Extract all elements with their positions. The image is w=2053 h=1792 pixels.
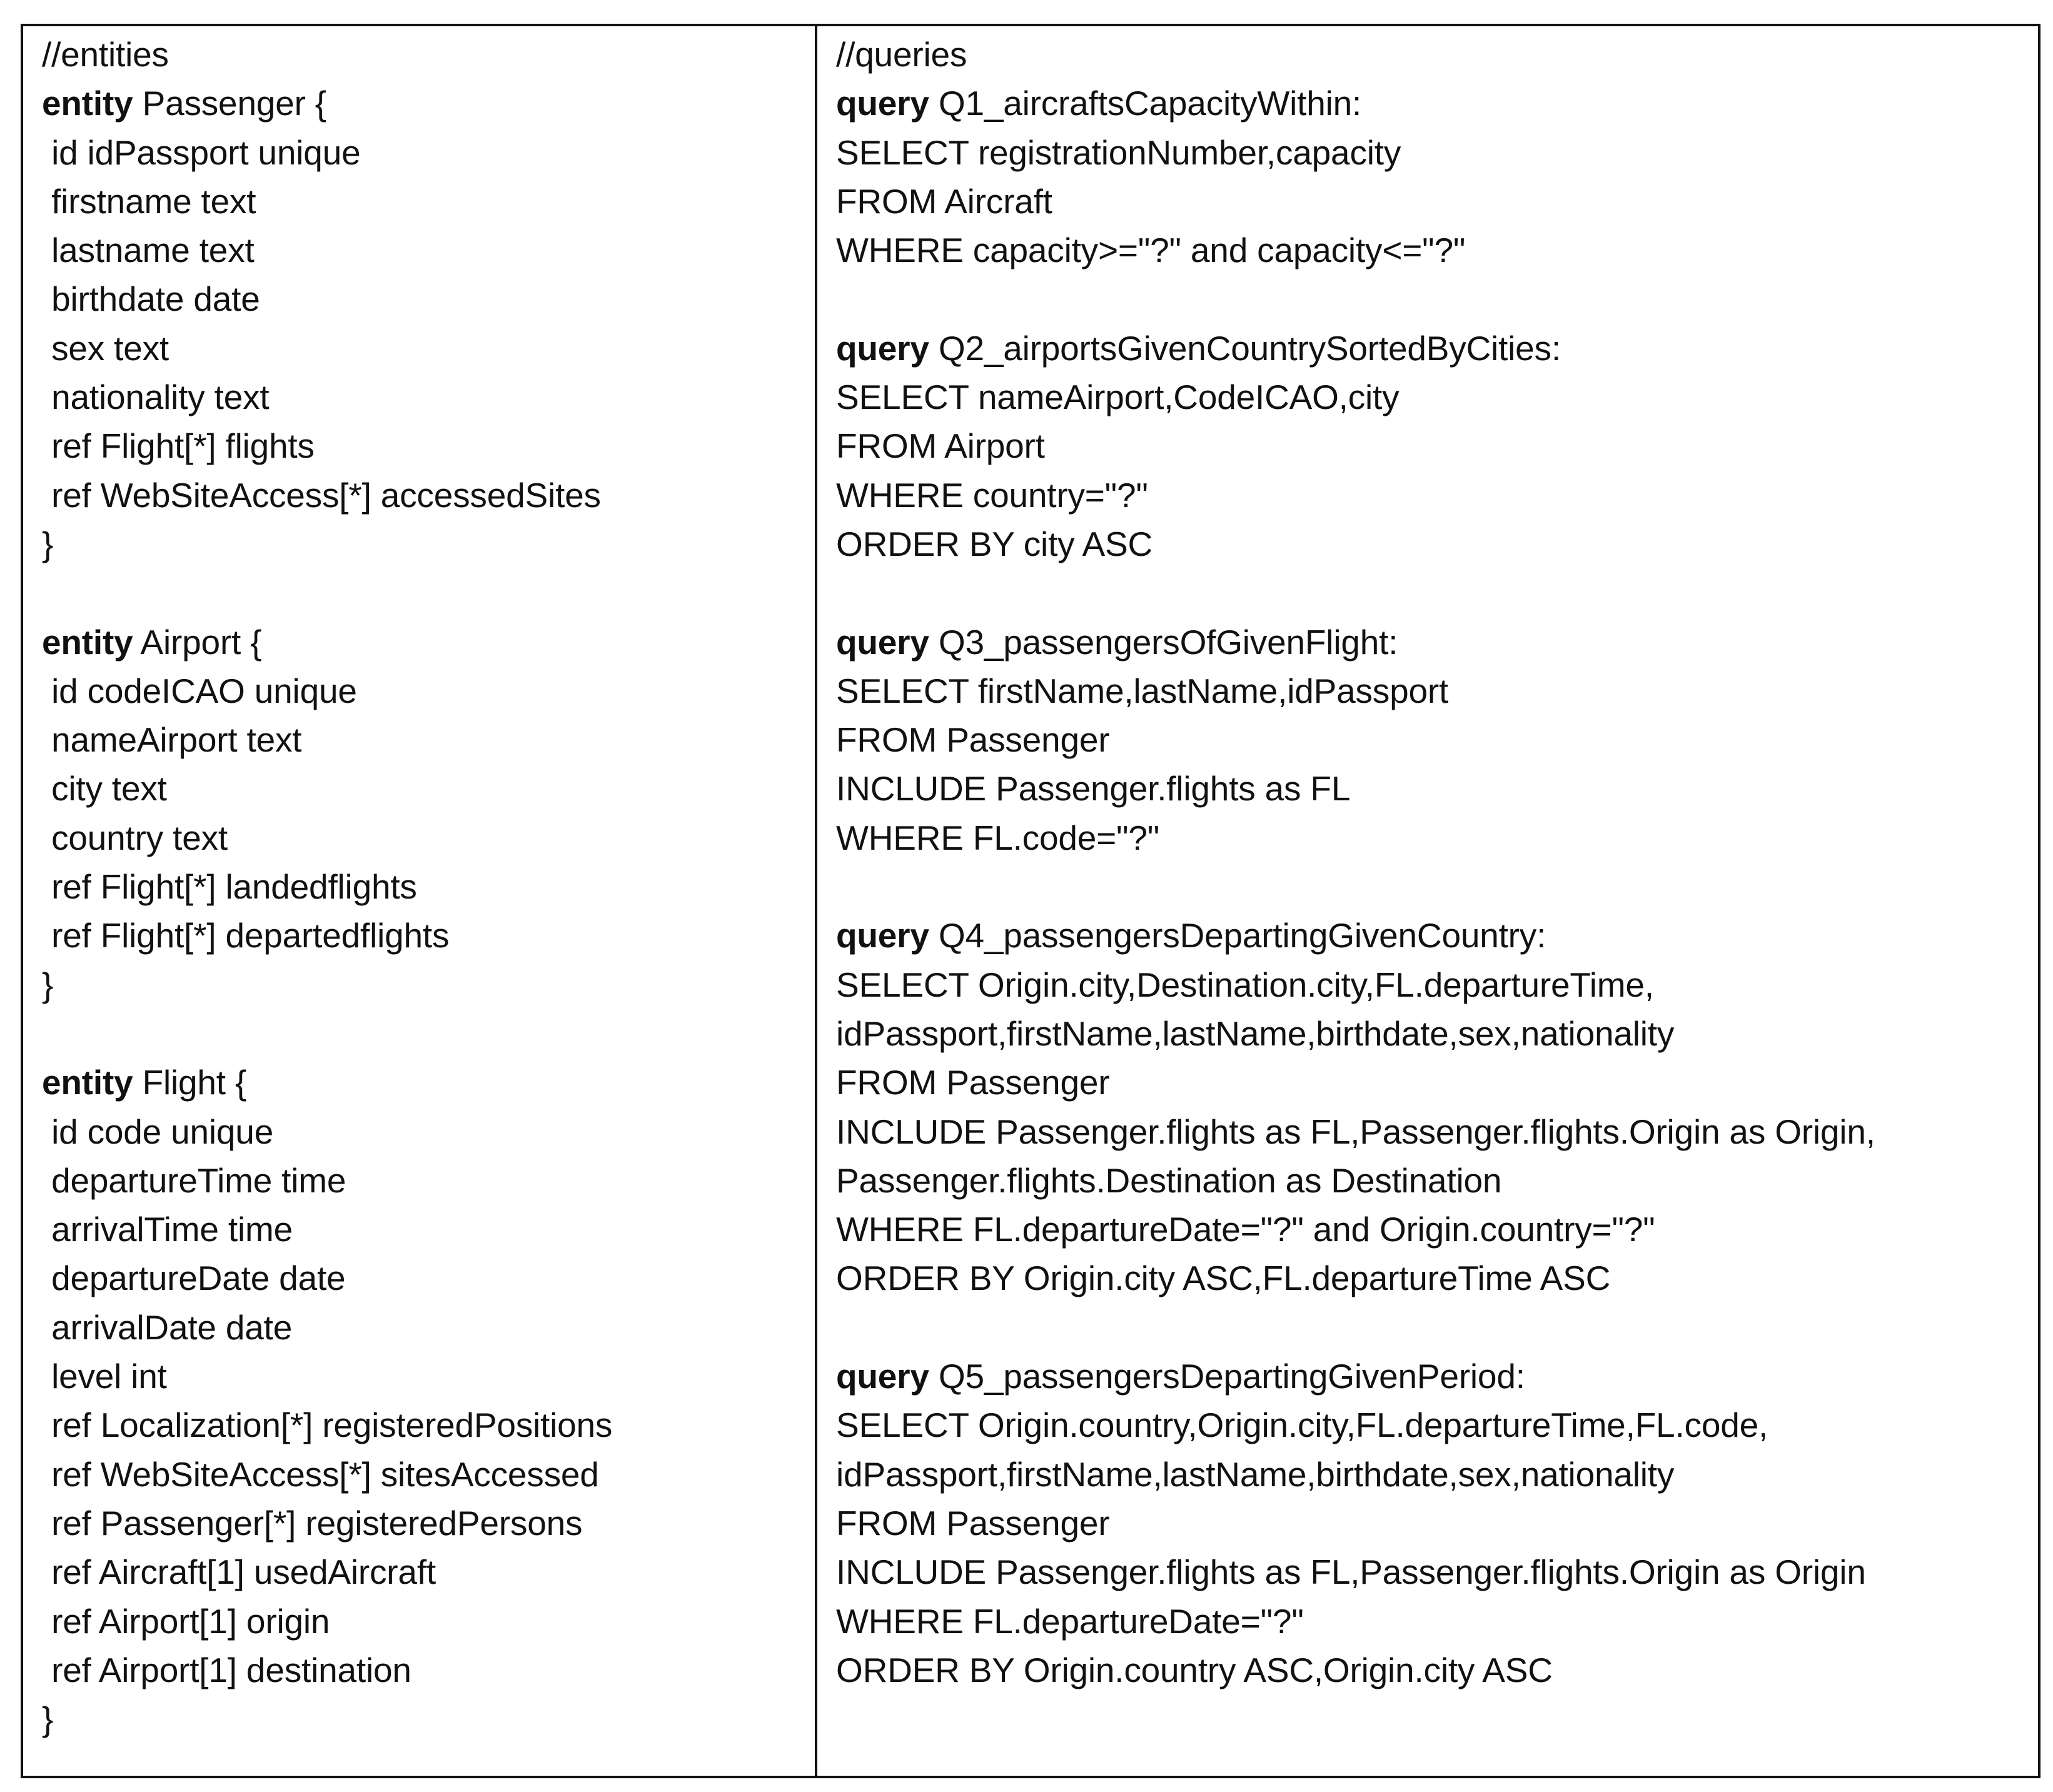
blank-line <box>836 274 2038 323</box>
entities-comment: //entities <box>42 35 169 74</box>
entity-field: departureDate date <box>42 1259 346 1298</box>
query-keyword: query <box>836 328 929 368</box>
query-header <box>836 324 2038 373</box>
query-line: ORDER BY Origin.city ASC,FL.departureTime ASC <box>836 1259 1611 1298</box>
query-keyword: query <box>836 84 929 123</box>
entity-close-brace: } <box>42 1699 54 1739</box>
query-line: idPassport,firstName,lastName,birthdate,sex,nationality <box>836 1014 1675 1053</box>
query-header <box>836 618 2038 667</box>
entity-field: ref Aircraft[1] usedAircraft <box>42 1553 436 1592</box>
entity-field: country text <box>42 818 228 857</box>
blank-line <box>836 568 2038 617</box>
query-block-q3 <box>836 618 2038 862</box>
query-line: SELECT Origin.city,Destination.city,FL.departureTime, <box>836 965 1654 1004</box>
entity-field: level int <box>42 1357 167 1396</box>
query-line: FROM Passenger <box>836 720 1110 760</box>
queries-column <box>817 26 2038 1776</box>
entity-block-airport <box>42 618 815 1009</box>
blank-line <box>42 1009 815 1058</box>
entity-header <box>42 618 815 667</box>
entity-field: firstname text <box>42 181 256 221</box>
entities-column <box>23 26 817 1776</box>
entity-close-brace: } <box>42 524 54 563</box>
entity-field: ref Airport[1] destination <box>42 1650 411 1689</box>
query-header <box>836 1352 2038 1401</box>
query-line: WHERE FL.code="?" <box>836 818 1160 857</box>
query-block-q5 <box>836 1352 2038 1694</box>
entity-field: arrivalTime time <box>42 1210 293 1249</box>
entity-field: ref Localization[*] registeredPositions <box>42 1406 613 1445</box>
entity-field: ref Airport[1] origin <box>42 1601 330 1641</box>
entity-block-passenger <box>42 79 815 568</box>
query-line: Passenger.flights.Destination as Destination <box>836 1160 1502 1200</box>
query-keyword: query <box>836 916 929 955</box>
query-line: INCLUDE Passenger.flights as FL <box>836 769 1351 808</box>
query-line: SELECT firstName,lastName,idPassport <box>836 671 1449 710</box>
query-line: FROM Passenger <box>836 1503 1110 1543</box>
entity-name: Airport { <box>133 622 262 662</box>
query-line: WHERE capacity>="?" and capacity<="?" <box>836 231 1466 270</box>
query-name: Q3_passengersOfGivenFlight: <box>929 622 1398 662</box>
entity-field: birthdate date <box>42 279 260 319</box>
entity-field: ref WebSiteAccess[*] accessedSites <box>42 475 601 515</box>
entity-field: departureTime time <box>42 1160 346 1200</box>
entity-field: nationality text <box>42 378 270 417</box>
query-line: WHERE country="?" <box>836 475 1148 515</box>
entity-field: arrivalDate date <box>42 1307 293 1347</box>
query-keyword: query <box>836 622 929 662</box>
entity-header <box>42 79 815 128</box>
query-block-q4 <box>836 911 2038 1302</box>
entity-block-flight <box>42 1058 815 1743</box>
blank-line <box>42 568 815 617</box>
query-line: ORDER BY city ASC <box>836 524 1153 563</box>
query-line: SELECT nameAirport,CodeICAO,city <box>836 378 1400 417</box>
entity-keyword: entity <box>42 622 133 662</box>
blank-line <box>836 1303 2038 1352</box>
query-line: INCLUDE Passenger.flights as FL,Passenger.flights.Origin as Origin, <box>836 1112 1875 1151</box>
query-line: FROM Airport <box>836 426 1045 466</box>
entity-field: lastname text <box>42 231 255 270</box>
query-line: WHERE FL.departureDate="?" and Origin.country="?" <box>836 1210 1655 1249</box>
entity-field: nameAirport text <box>42 720 302 760</box>
entity-field: city text <box>42 769 167 808</box>
query-line: SELECT Origin.country,Origin.city,FL.departureTime,FL.code, <box>836 1406 1768 1445</box>
query-header <box>836 79 2038 128</box>
entity-close-brace: } <box>42 965 54 1004</box>
query-name: Q1_aircraftsCapacityWithin: <box>929 84 1362 123</box>
entity-header <box>42 1058 815 1107</box>
blank-line <box>836 862 2038 911</box>
entity-field: id idPassport unique <box>42 133 361 172</box>
entity-field: id code unique <box>42 1112 274 1151</box>
query-line: FROM Passenger <box>836 1063 1110 1102</box>
entity-keyword: entity <box>42 1063 133 1102</box>
entity-field: ref Flight[*] flights <box>42 426 315 466</box>
entity-field: ref Flight[*] departedflights <box>42 916 450 955</box>
query-line: WHERE FL.departureDate="?" <box>836 1601 1304 1641</box>
query-line: ORDER BY Origin.country ASC,Origin.city ASC <box>836 1650 1553 1689</box>
entity-field: ref Passenger[*] registeredPersons <box>42 1503 583 1543</box>
query-header <box>836 911 2038 960</box>
query-line: SELECT registrationNumber,capacity <box>836 133 1401 172</box>
query-line: idPassport,firstName,lastName,birthdate,sex,nationality <box>836 1454 1675 1494</box>
entity-field: sex text <box>42 328 169 368</box>
code-table <box>21 24 2040 1778</box>
entity-field: ref Flight[*] landedflights <box>42 867 417 907</box>
query-name: Q2_airportsGivenCountrySortedByCities: <box>929 328 1561 368</box>
query-name: Q4_passengersDepartingGivenCountry: <box>929 916 1546 955</box>
entity-field: ref WebSiteAccess[*] sitesAccessed <box>42 1454 599 1494</box>
query-keyword: query <box>836 1357 929 1396</box>
query-block-q1 <box>836 79 2038 274</box>
query-block-q2 <box>836 324 2038 568</box>
query-line: FROM Aircraft <box>836 181 1052 221</box>
entity-keyword: entity <box>42 84 133 123</box>
query-name: Q5_passengersDepartingGivenPeriod: <box>929 1357 1525 1396</box>
entity-name: Flight { <box>133 1063 247 1102</box>
entity-field: id codeICAO unique <box>42 671 357 710</box>
entity-name: Passenger { <box>133 84 326 123</box>
query-line: INCLUDE Passenger.flights as FL,Passenger.flights.Origin as Origin <box>836 1553 1866 1592</box>
queries-comment: //queries <box>836 35 967 74</box>
